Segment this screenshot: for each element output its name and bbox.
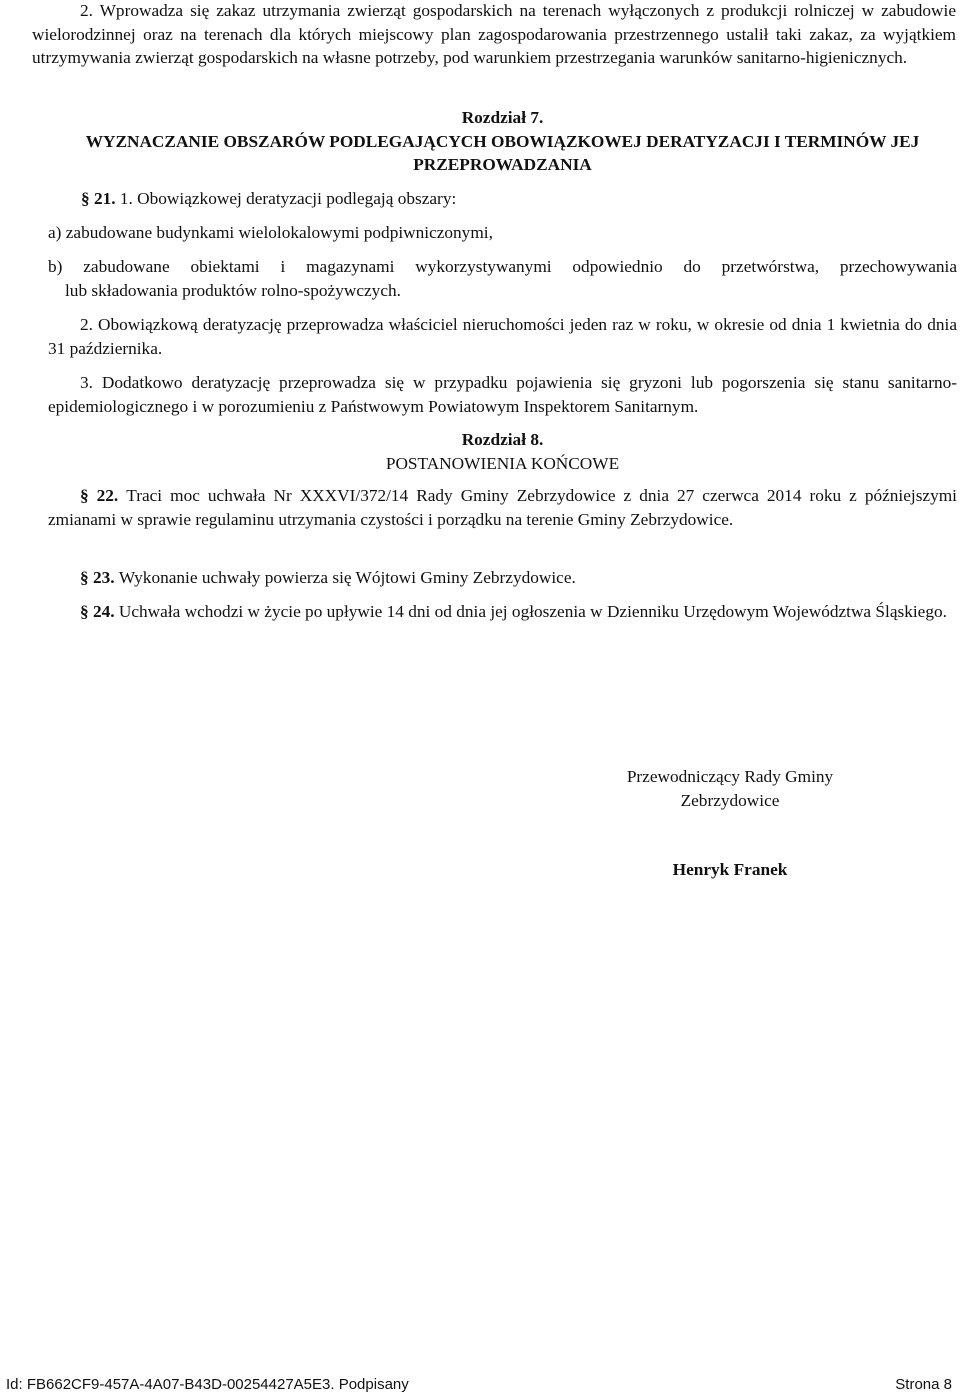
paragraph-2-deratization: 2. Obowiązkową deratyzację przeprowadza właściciel nieruchomości jeden raz w roku, w okresie od dnia 1 kwietnia do dnia 31 października. [48, 315, 957, 358]
paragraph-3-additional: 3. Dodatkowo deratyzację przeprowadza się w przypadku pojawienia się gryzoni lub pogorszenia się stanu sanitarno-epidemiologicznego i w porozumieniu z Państwowym Powiatowym Inspektorem Sanitarnym. [48, 373, 957, 416]
section-24-number: § 24. [80, 602, 119, 621]
signature-role-line1: Przewodniczący Rady Gminy [626, 767, 834, 786]
section-23 [48, 566, 957, 590]
list-item-a: a) zabudowane budynkami wielolokalowymi podpiwniczonymi, [48, 223, 493, 242]
chapter-8-label: Rozdział 8. [461, 430, 544, 449]
document-id: Id: FB662CF9-457A-4A07-B43D-00254427A5E3. Podpisany [6, 1376, 409, 1393]
paragraph-2-animals: 2. Wprowadza się zakaz utrzymania zwierząt gospodarskich na terenach wyłączonych z produkcji rolniczej w zabudowie wielorodzinnej oraz na terenach dla których miejscowy plan zagospodarowania przestrzennego ustalił taki zakaz, za wyjątkiem utrzymywania zwierząt gospodarskich na własne potrzeby, pod warunkiem przestrzegania warunków sanitarno-higienicznych. [32, 1, 956, 67]
section-21-text: 1. Obowiązkowej deratyzacji podlegają obszary: [119, 189, 457, 208]
signature-block [560, 765, 900, 882]
chapter-7-title: WYZNACZANIE OBSZARÓW PODLEGAJĄCYCH OBOWIĄZKOWEJ DERATYZACJI I TERMINÓW JEJ PRZEPROWADZANIA [85, 131, 920, 174]
chapter-7-label: Rozdział 7. [461, 108, 544, 127]
list-item-b [48, 255, 957, 302]
section-24-text: Uchwała wchodzi w życie po upływie 14 dni od dnia jej ogłoszenia w Dzienniku Urzędowym Województwa Śląskiego. [118, 602, 947, 621]
section-23-number: § 23. [80, 568, 119, 587]
section-21-number: § 21. [81, 189, 120, 208]
chapter-8-heading [48, 428, 957, 475]
signature-role-line2: Zebrzydowice [680, 790, 780, 810]
signature-name: Henryk Franek [672, 860, 788, 879]
chapter-8-title: POSTANOWIENIA KOŃCOWE [385, 453, 620, 473]
list-item-b-line1: b) zabudowane obiektami i magazynami wykorzystywanymi odpowiednio do przetwórstwa, przechowywania [48, 257, 957, 276]
chapter-7-heading [48, 106, 957, 177]
section-22 [48, 484, 957, 531]
list-item-b-line2: lub składowania produktów rolno-spożywczych. [65, 280, 401, 300]
section-24 [48, 600, 957, 624]
section-21 [81, 187, 957, 211]
section-22-number: § 22. [80, 486, 127, 505]
section-23-text: Wykonanie uchwały powierza się Wójtowi Gminy Zebrzydowice. [118, 568, 576, 587]
page-number: Strona 8 [895, 1376, 952, 1393]
section-22-text: Traci moc uchwała Nr XXXVI/372/14 Rady Gminy Zebrzydowice z dnia 27 czerwca 2014 roku z późniejszymi zmianami w sprawie regulaminu utrzymania czystości i porządku na terenie Gminy Zebrzydowice. [48, 486, 957, 529]
